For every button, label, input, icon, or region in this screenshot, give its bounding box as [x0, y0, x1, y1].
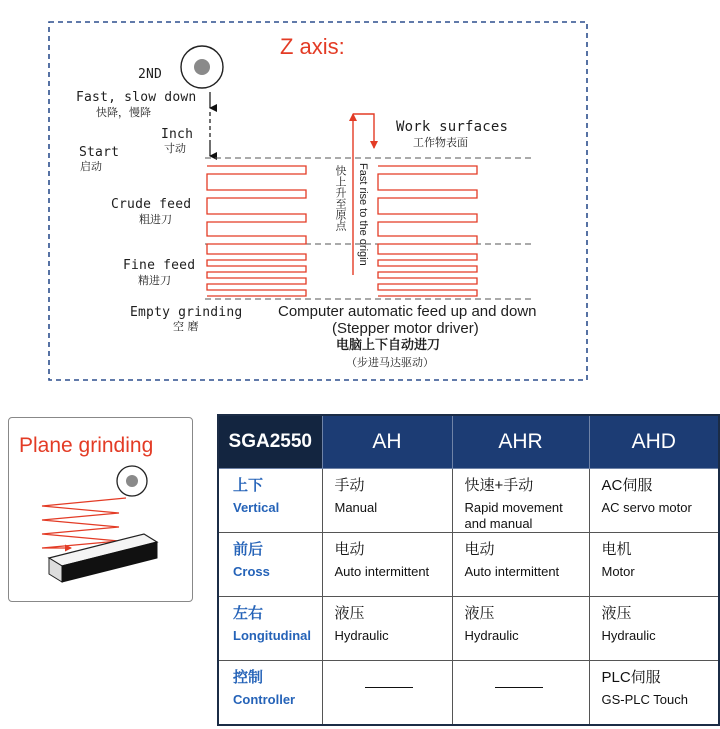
table-cell [322, 597, 452, 661]
label-crude-feed-cn: 粗进刀 [139, 213, 172, 226]
row-label [218, 469, 322, 533]
label-stepper-cn: （步进马达驱动） [346, 356, 434, 369]
cell-cn: 电机 [601, 541, 632, 559]
table-cell [322, 661, 452, 725]
cell-cn: 电动 [334, 541, 365, 559]
label-start: Start [79, 145, 120, 160]
cell-en: GS-PLC Touch [601, 692, 688, 707]
row-label-en: Controller [233, 692, 296, 707]
table-cell [452, 469, 589, 533]
row-label-cn: 左右 [233, 605, 264, 623]
label-2nd: 2ND [138, 67, 163, 82]
row-label-en: Cross [233, 564, 270, 579]
row-label-cn: 控制 [233, 669, 264, 687]
cell-en: Auto intermittent [334, 564, 430, 579]
empty-dash [495, 687, 543, 688]
row-label-en: Longitudinal [233, 628, 311, 643]
row-label [218, 661, 322, 725]
table-cell [452, 597, 589, 661]
cell-cn: 液压 [334, 605, 365, 623]
cell-cn: PLC伺服 [601, 669, 661, 687]
spec-row-vertical [218, 469, 719, 533]
spec-table [217, 414, 720, 726]
cell-cn: 电动 [464, 541, 495, 559]
label-fast-rise-cn: 快上升至原点 [334, 165, 347, 231]
header-ahr: AHR [452, 415, 589, 469]
spec-row-cross [218, 533, 719, 597]
table-cell [452, 533, 589, 597]
spec-row-controller [218, 661, 719, 725]
table-cell [589, 533, 719, 597]
empty-dash [365, 687, 413, 688]
label-work-surfaces: Work surfaces [396, 119, 509, 135]
cell-cn: 手动 [334, 477, 365, 494]
feed-path [378, 166, 477, 296]
label-fine-feed: Fine feed [123, 258, 196, 273]
cell-cn: 液压 [464, 605, 495, 623]
label-start-cn: 启动 [80, 160, 102, 173]
label-fast-rise: Fast rise to the origin [357, 163, 369, 266]
label-fine-feed-cn: 精进刀 [138, 274, 171, 287]
left-feed-zigzag [207, 166, 306, 296]
table-cell [589, 661, 719, 725]
label-inch-cn: 寸动 [164, 142, 186, 155]
label-computer-feed-cn: 电脑上下自动进刀 [336, 338, 441, 353]
plane-grinding-title: Plane grinding [19, 434, 154, 457]
cell-en: Hydraulic [601, 628, 656, 643]
label-inch: Inch [161, 127, 194, 142]
header-ahd: AHD [589, 415, 719, 469]
cell-en: AC servo motor [601, 499, 692, 515]
row-label-en: Vertical [233, 499, 280, 515]
plane-grinding-panel [8, 417, 193, 602]
cell-cn: 快速+手动 [464, 477, 534, 494]
table-cell [322, 533, 452, 597]
label-empty-grinding: Empty grinding [130, 305, 243, 320]
header-ah: AH [322, 415, 452, 469]
header-model: SGA2550 [218, 415, 322, 469]
cell-en: Hydraulic [464, 628, 519, 643]
label-fast-slow-cn: 快降，慢降 [96, 106, 151, 119]
cell-cn: 液压 [601, 605, 632, 623]
cell-en: Rapid movement and manual [464, 499, 563, 531]
row-label [218, 533, 322, 597]
cell-en: Hydraulic [334, 628, 389, 643]
diagram-title: Z axis: [280, 34, 345, 59]
table-cell [452, 661, 589, 725]
label-stepper-driver: (Stepper motor driver) [332, 320, 479, 337]
spec-header-row [218, 415, 719, 469]
row-label-cn: 上下 [233, 477, 264, 494]
label-work-surfaces-cn: 工作物表面 [413, 136, 468, 149]
cell-en: Auto intermittent [464, 564, 560, 579]
label-crude-feed: Crude feed [111, 197, 192, 212]
label-computer-feed: Computer automatic feed up and down [278, 303, 537, 320]
row-label [218, 597, 322, 661]
plane-grinding-drawing [9, 418, 194, 603]
table-cell [589, 469, 719, 533]
spec-row-longitudinal [218, 597, 719, 661]
cell-en: Manual [334, 499, 378, 515]
feed-path [207, 166, 306, 296]
table-cell [322, 469, 452, 533]
cell-cn: AC伺服 [601, 477, 653, 494]
right-feed-zigzag [378, 166, 477, 296]
table-cell [589, 597, 719, 661]
label-fast-slow: Fast, slow down [76, 90, 197, 105]
row-label-cn: 前后 [233, 541, 264, 559]
cell-en: Motor [601, 564, 635, 579]
label-empty-grinding-cn: 空 磨 [173, 320, 199, 333]
